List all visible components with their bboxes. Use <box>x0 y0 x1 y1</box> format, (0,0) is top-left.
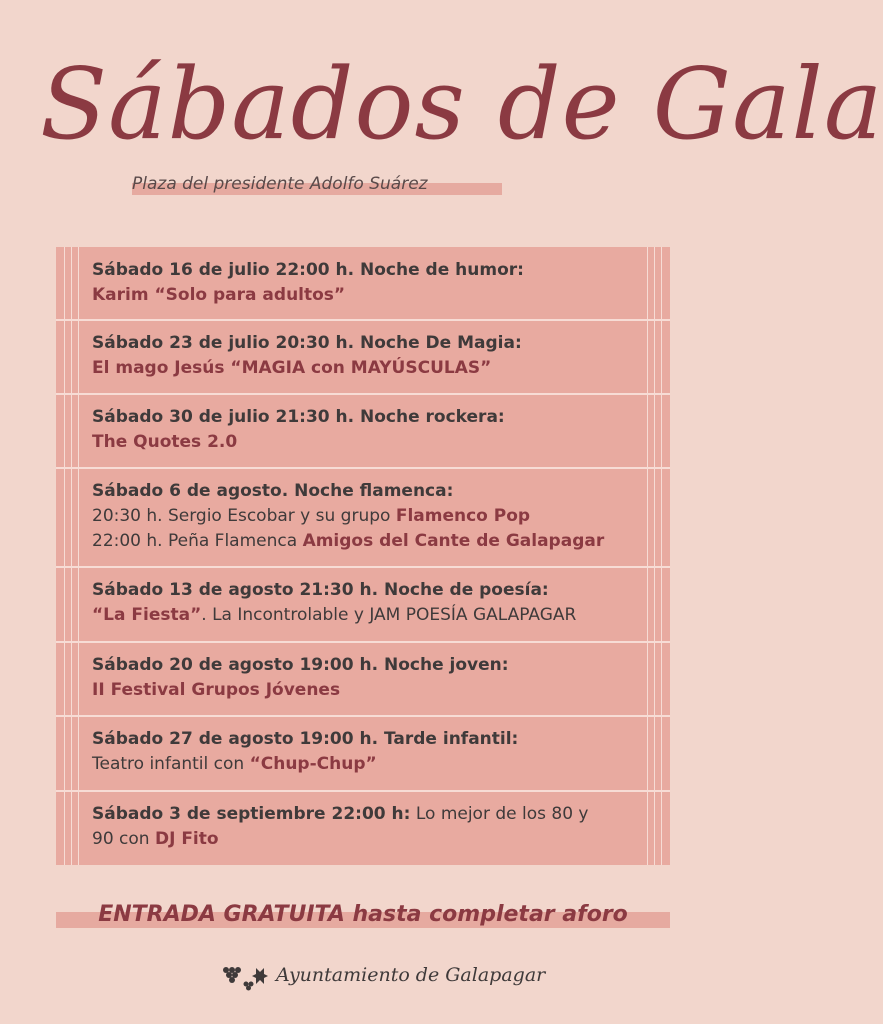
event-line <box>92 678 634 703</box>
event-line <box>92 529 634 554</box>
event-text-segment: The Quotes 2.0 <box>92 432 238 452</box>
event-text-segment: . La Incontrolable y JAM POESÍA GALAPAGAR <box>201 605 577 625</box>
event-text-segment: 20:30 h. Sergio Escobar y su grupo <box>92 506 396 526</box>
event-line <box>92 727 634 752</box>
event-line <box>92 827 634 852</box>
event-text <box>92 653 634 703</box>
event-text <box>92 802 634 852</box>
event-row <box>56 790 670 865</box>
event-line <box>92 331 634 356</box>
event-text-segment: Flamenco Pop <box>395 506 531 526</box>
event-line <box>92 802 634 827</box>
event-text <box>92 578 634 628</box>
event-text-segment: Sábado 27 de agosto 19:00 h. Tarde infantil: <box>92 729 519 749</box>
event-text-segment: Sábado 6 de agosto. Noche flamenca: <box>92 481 454 501</box>
event-line <box>92 504 634 529</box>
event-text-segment: El mago Jesús “MAGIA con MAYÚSCULAS” <box>92 358 492 378</box>
events-table <box>56 247 670 865</box>
event-text-segment: “La Fiesta” <box>92 605 202 625</box>
event-text-segment: Sábado 3 de septiembre 22:00 h: <box>92 804 411 824</box>
event-text-segment: Sábado 20 de agosto 19:00 h. Noche joven: <box>92 655 509 675</box>
event-text <box>92 258 634 308</box>
event-row <box>56 566 670 641</box>
event-text <box>92 727 634 777</box>
event-row <box>56 247 670 319</box>
event-line <box>92 479 634 504</box>
event-row <box>56 393 670 467</box>
event-line <box>92 653 634 678</box>
organization-name: Ayuntamiento de Galapagar <box>276 964 546 986</box>
event-text <box>92 405 634 455</box>
event-text-segment: “Chup-Chup” <box>249 754 377 774</box>
event-text-segment: Lo mejor de los 80 y <box>410 804 589 824</box>
event-text-segment: 90 con <box>92 829 155 849</box>
event-text <box>92 479 634 554</box>
event-line <box>92 356 634 381</box>
event-text-segment: Sábado 16 de julio 22:00 h. Noche de humor: <box>92 260 524 280</box>
event-line <box>92 405 634 430</box>
event-text-segment: Sábado 23 de julio 20:30 h. Noche De Magia: <box>92 333 522 353</box>
event-line <box>92 603 634 628</box>
event-text <box>92 331 634 381</box>
event-line <box>92 578 634 603</box>
event-text-segment: 22:00 h. Peña Flamenca <box>92 531 303 551</box>
event-line <box>92 430 634 455</box>
event-row <box>56 467 670 566</box>
event-line <box>92 258 634 283</box>
event-row <box>56 319 670 393</box>
event-row <box>56 641 670 715</box>
event-text-segment: Teatro infantil con <box>92 754 250 774</box>
event-text-segment: Karim “Solo para adultos” <box>92 285 346 305</box>
event-line <box>92 752 634 777</box>
page-title: Sábados de Gala <box>40 48 883 162</box>
event-rows <box>56 247 670 865</box>
event-row <box>56 715 670 790</box>
event-text-segment: II Festival Grupos Jóvenes <box>92 680 341 700</box>
event-text-segment: Sábado 13 de agosto 21:30 h. Noche de poesía: <box>92 580 549 600</box>
event-text-segment: DJ Fito <box>154 829 219 849</box>
event-text-segment: Sábado 30 de julio 21:30 h. Noche rockera: <box>92 407 505 427</box>
grapes-leaf-icon <box>212 960 276 996</box>
event-text-segment: Amigos del Cante de Galapagar <box>302 531 605 551</box>
free-entry-text: ENTRADA GRATUITA hasta completar aforo <box>98 902 628 927</box>
venue-subtitle: Plaza del presidente Adolfo Suárez <box>132 174 428 194</box>
event-line <box>92 283 634 308</box>
footer <box>212 960 546 1000</box>
